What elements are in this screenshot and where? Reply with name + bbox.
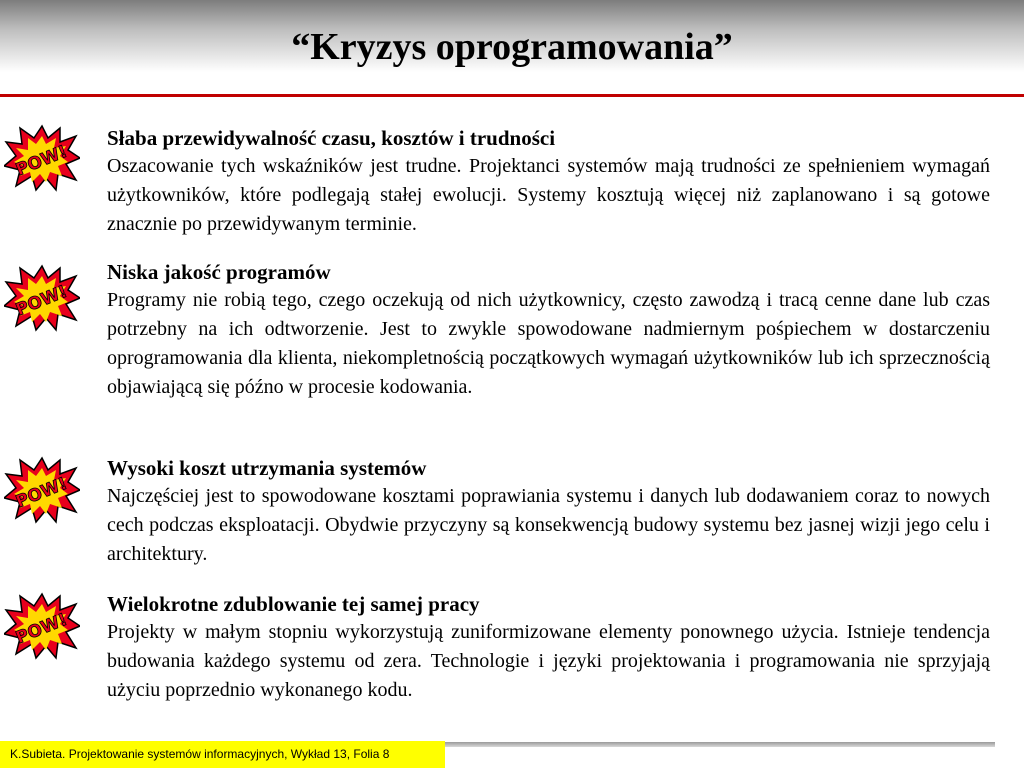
- pow-text: POW!: [13, 609, 71, 649]
- pow-burst-icon: [4, 264, 80, 332]
- item-body: Projekty w małym stopniu wykorzystują zuniformizowane elementy ponownego użycia. Istnieje tendencja budowania każdego systemu od zera. Technologie i języki projektowania i programowania nie sprzyjają użyciu poprzednio wykonanego kodu.: [107, 621, 990, 701]
- item-body: Najczęściej jest to spowodowane kosztami poprawiania systemu i danych lub dodawaniem coraz to nowych cech podczas eksploatacji. Obydwie przyczyny są konsekwencją budowy systemu bez jasnej wizji jego celu i architektury.: [107, 485, 990, 565]
- footer-divider: [445, 742, 995, 747]
- item-text: [107, 590, 990, 705]
- item-heading: Słaba przewidywalność czasu, kosztów i trudności: [107, 126, 556, 150]
- item-heading: Wielokrotne zdublowanie tej samej pracy: [107, 592, 480, 616]
- item-text: [107, 124, 990, 239]
- pow-burst-icon: [4, 124, 80, 192]
- footer-text: K.Subieta. Projektowanie systemów informacyjnych, Wykład 13, Folia 8: [10, 747, 390, 761]
- item-text: [107, 258, 990, 402]
- header-divider: [0, 94, 1024, 97]
- item-text: [107, 454, 990, 569]
- pow-burst-icon: [4, 456, 80, 524]
- item-heading: Wysoki koszt utrzymania systemów: [107, 456, 427, 480]
- slide-header: [0, 0, 1024, 96]
- item-body: Programy nie robią tego, czego oczekują od nich użytkownicy, często zawodzą i tracą cenne dane lub czas potrzebny na ich odtworzenie. Jest to zwykle spowodowane nadmiernym pośpiechem w dostarczeniu oprogramowania dla klienta, niekompletnością początkowych wymagań użytkowników lub ich sprzecznością objawiającą się późno w procesie kodowania.: [107, 289, 990, 398]
- pow-text: POW!: [13, 141, 71, 181]
- slide-title: “Kryzys oprogramowania”: [291, 26, 733, 68]
- pow-text: POW!: [13, 281, 71, 321]
- item-heading: Niska jakość programów: [107, 260, 331, 284]
- pow-text: POW!: [13, 473, 71, 513]
- item-body: Oszacowanie tych wskaźników jest trudne. Projektanci systemów mają trudności ze spełnieniem wymagań użytkowników, które podlegają stałej ewolucji. Systemy kosztują więcej niż zaplanowano i są gotowe znacznie po przewidywanym terminie.: [107, 155, 990, 235]
- pow-burst-icon: [4, 592, 80, 660]
